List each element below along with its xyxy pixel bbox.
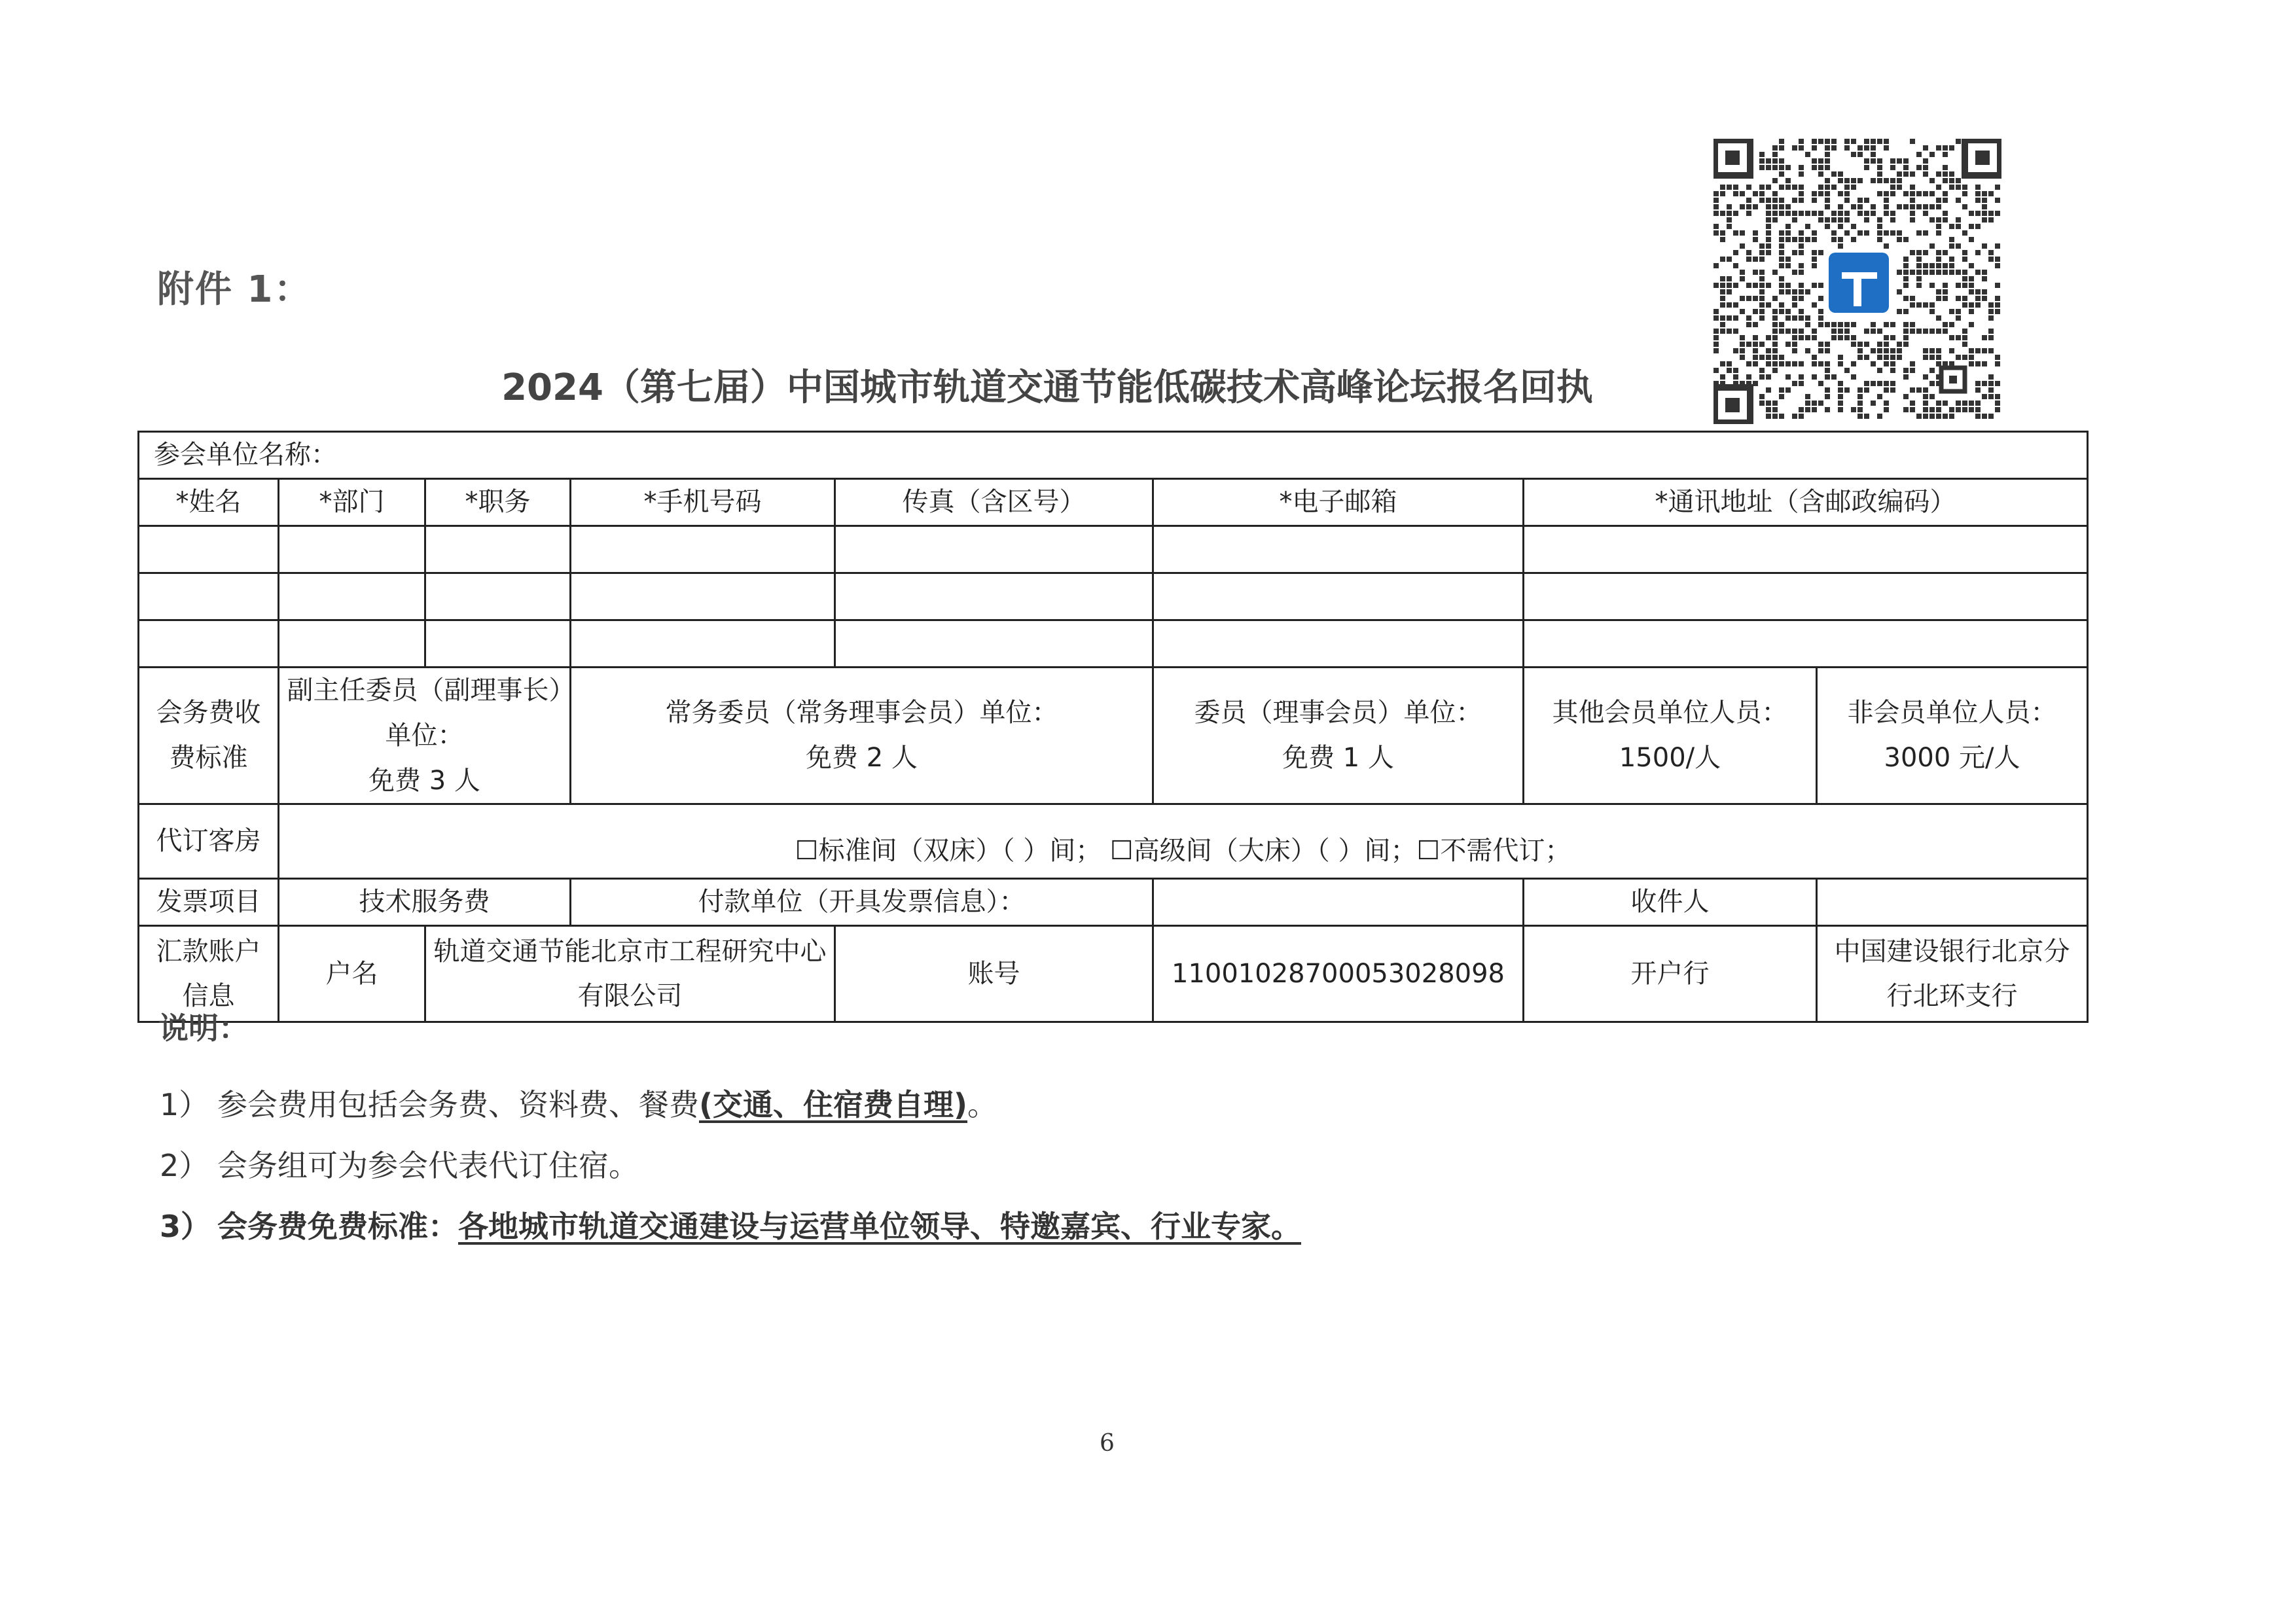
account-name-value: 轨道交通节能北京市工程研究中心有限公司 (425, 926, 835, 1022)
fee-tier-name: 委员（理事会员）单位： (1194, 698, 1482, 728)
note-item (160, 1203, 1301, 1246)
email-cell[interactable] (1153, 573, 1524, 620)
col-email-header: *电子邮箱 (1153, 479, 1524, 526)
address-cell[interactable] (1524, 620, 2088, 668)
account-name-label: 户名 (279, 926, 425, 1022)
address-cell[interactable] (1524, 526, 2088, 573)
fee-tier-name: 其他会员单位人员： (1552, 698, 1788, 728)
col-phone-header: *手机号码 (571, 479, 835, 526)
fee-tier-standing (571, 668, 1153, 804)
note-text: 会务组可为参会代表代订住宿。 (217, 1148, 639, 1183)
phone-cell[interactable] (571, 620, 835, 668)
note-text: 参会费用包括会务费、资料费、餐费 (217, 1087, 699, 1122)
fax-cell[interactable] (835, 573, 1153, 620)
fee-tier-name: 副主任委员（副理事长）单位： (287, 675, 562, 751)
fax-cell[interactable] (835, 620, 1153, 668)
fee-tier-value: 免费 2 人 (806, 743, 918, 774)
payer-cell[interactable] (1153, 879, 1524, 926)
note-tail: 。 (967, 1087, 998, 1122)
title-cell[interactable] (425, 620, 571, 668)
dept-cell[interactable] (279, 620, 425, 668)
bank-value: 中国建设银行北京分行北环支行 (1817, 926, 2088, 1022)
email-cell[interactable] (1153, 526, 1524, 573)
fee-tier-value: 免费 3 人 (368, 765, 480, 796)
col-title-header: *职务 (425, 479, 571, 526)
phone-cell[interactable] (571, 573, 835, 620)
recipient-cell[interactable] (1817, 879, 2088, 926)
note-number: 3） (160, 1209, 211, 1244)
fee-tier-name: 常务委员（常务理事会员）单位： (665, 698, 1058, 728)
notes-title: 说明： (158, 1010, 249, 1046)
fee-standard-label: 会务费收费标准 (139, 668, 279, 804)
col-name-header: *姓名 (139, 479, 279, 526)
note-underlined: (交通、住宿费自理) (699, 1087, 968, 1122)
fee-tier-vice-chair (279, 668, 571, 804)
title-cell[interactable] (425, 573, 571, 620)
fee-tier-value: 免费 1 人 (1282, 743, 1394, 774)
page-number: 6 (1100, 1430, 1115, 1457)
note-item (160, 1081, 997, 1124)
account-number-label: 账号 (835, 926, 1153, 1022)
fee-tier-name: 非会员单位人员： (1847, 698, 2057, 728)
registration-form-table (137, 431, 2089, 1023)
qr-code (1713, 139, 2001, 424)
name-cell[interactable] (139, 620, 279, 668)
fax-cell[interactable] (835, 526, 1153, 573)
fee-tier-other (1524, 668, 1817, 804)
phone-cell[interactable] (571, 526, 835, 573)
fee-tier-non-member (1817, 668, 2088, 804)
org-name-label: 参会单位名称： (139, 432, 2088, 479)
dept-cell[interactable] (279, 526, 425, 573)
fee-tier-value: 3000 元/人 (1884, 743, 2020, 774)
bank-label: 开户行 (1524, 926, 1817, 1022)
note-number: 2） (160, 1148, 209, 1183)
invoice-item: 技术服务费 (279, 879, 571, 926)
col-fax-header: 传真（含区号） (835, 479, 1153, 526)
name-cell[interactable] (139, 573, 279, 620)
page-title: 2024（第七届）中国城市轨道交通节能低碳技术高峰论坛报名回执 (501, 366, 1593, 409)
attachment-label: 附件 1： (157, 268, 312, 311)
hotel-options[interactable]: ☐标准间（双床）（ ）间； ☐高级间（大床）（ ）间；☐不需代订； (279, 804, 2088, 879)
col-address-header: *通讯地址（含邮政编码） (1524, 479, 2088, 526)
note-text: 会务费免费标准： (217, 1209, 458, 1244)
dept-cell[interactable] (279, 573, 425, 620)
col-dept-header: *部门 (279, 479, 425, 526)
account-label: 汇款账户信息 (139, 926, 279, 1022)
account-number-value: 11001028700053028098 (1153, 926, 1524, 1022)
note-number: 1） (160, 1087, 209, 1122)
attendee-row (139, 573, 2088, 620)
email-cell[interactable] (1153, 620, 1524, 668)
address-cell[interactable] (1524, 573, 2088, 620)
note-underlined: 各地城市轨道交通建设与运营单位领导、特邀嘉宾、行业专家。 (458, 1209, 1301, 1244)
name-cell[interactable] (139, 526, 279, 573)
hotel-label: 代订客房 (139, 804, 279, 879)
recipient-label: 收件人 (1524, 879, 1817, 926)
payer-label: 付款单位（开具发票信息）： (571, 879, 1153, 926)
title-cell[interactable] (425, 526, 571, 573)
fee-tier-member (1153, 668, 1524, 804)
fee-tier-value: 1500/人 (1619, 743, 1721, 774)
note-item (160, 1142, 639, 1185)
attendee-row (139, 620, 2088, 668)
attendee-row (139, 526, 2088, 573)
invoice-label: 发票项目 (139, 879, 279, 926)
